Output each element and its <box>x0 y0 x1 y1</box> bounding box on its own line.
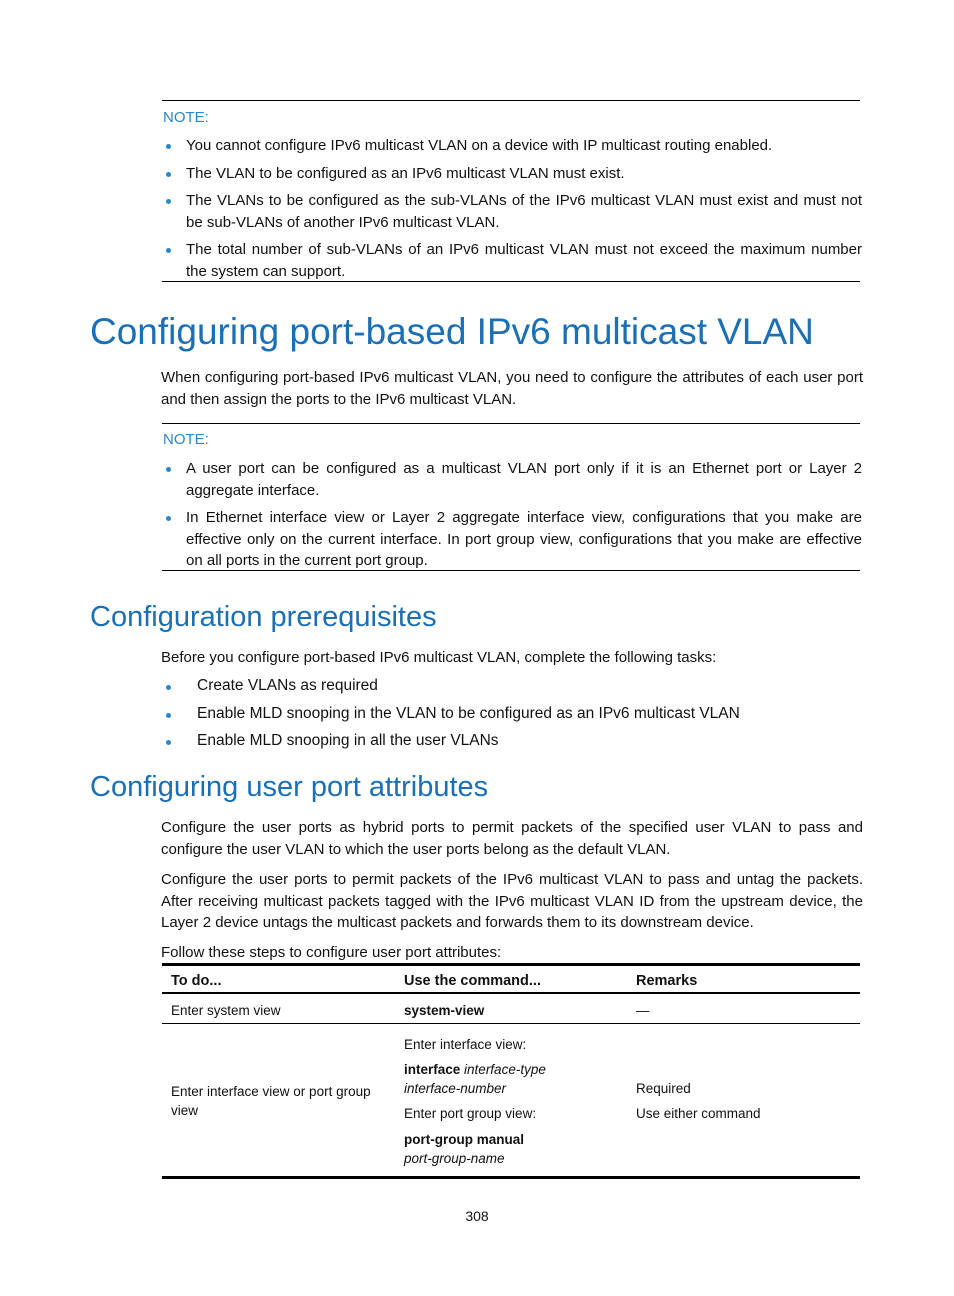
column-header: Remarks <box>636 973 698 989</box>
column-header: Use the command... <box>404 973 541 989</box>
command-cell: system-view <box>404 1003 485 1018</box>
list-item <box>162 507 862 572</box>
bullet-icon <box>166 199 171 204</box>
table-bottom-rule <box>162 1176 860 1179</box>
list-item-text: The VLAN to be configured as an IPv6 multicast VLAN must exist. <box>186 164 625 182</box>
section-intro: When configuring port-based IPv6 multicast VLAN, you need to configure the attributes of each user port and then assign the ports to the IPv6 multicast VLAN. <box>161 369 863 408</box>
note-bottom-rule <box>162 281 860 282</box>
note-label: NOTE: <box>163 431 209 448</box>
list-item-text: Enable MLD snooping in all the user VLANs <box>197 732 499 749</box>
paragraph: Configure the user ports to permit packets of the IPv6 multicast VLAN to pass and untag the packets. After receiving multicast packets tagged with the IPv6 multicast VLAN ID from the upstream device, the Layer 2 device untags the multicast packets and forwards them to its downstream device. <box>161 871 863 931</box>
table-top-rule <box>162 963 860 966</box>
list-item-text: You cannot configure IPv6 multicast VLAN on a device with IP multicast routing enabled. <box>186 137 773 154</box>
bullet-icon <box>166 685 171 690</box>
command-argument: port-group-name <box>404 1151 505 1166</box>
bullet-icon <box>166 248 171 253</box>
section-title: Configuration prerequisites <box>90 601 437 633</box>
list-item <box>162 731 740 759</box>
note-list <box>162 458 862 578</box>
remarks-cell: — <box>636 1003 650 1018</box>
note-label: NOTE: <box>163 109 209 126</box>
list-item-text: Enable MLD snooping in the VLAN to be configured as an IPv6 multicast VLAN <box>197 704 740 722</box>
paragraph: Configure the user ports as hybrid ports to permit packets of the specified user VLAN to pass and configure the user VLAN to which the user ports belong as the default VLAN. <box>161 819 863 858</box>
command-syntax <box>404 1060 546 1079</box>
list-item <box>162 190 862 233</box>
command-keyword: port-group manual <box>404 1132 524 1147</box>
page-number: 308 <box>465 1208 489 1224</box>
command-argument: interface-number <box>404 1081 507 1096</box>
section-intro: Before you configure port-based IPv6 multicast VLAN, complete the following tasks: <box>161 649 717 666</box>
note-top-rule <box>162 100 860 101</box>
note-bottom-rule <box>162 570 860 571</box>
section-title: Configuring user port attributes <box>90 771 489 803</box>
list-item <box>162 163 862 185</box>
header-rule <box>162 992 860 994</box>
list-item <box>162 704 740 732</box>
section-title: Configuring port-based IPv6 multicast VLAN <box>90 311 814 352</box>
list-item-text: In Ethernet interface view or Layer 2 aggregate interface view, configurations that you make are effective only on the current interface. In port group view, configurations that you make are effective on all ports in the current port group. <box>186 509 862 569</box>
bullet-icon <box>166 144 171 149</box>
list-item-text: The total number of sub-VLANs of an IPv6 multicast VLAN must not exceed the maximum number the system can support. <box>186 241 862 280</box>
list-item-text: Create VLANs as required <box>197 677 378 694</box>
todo-cell: Enter system view <box>171 1003 281 1018</box>
note-top-rule <box>162 423 860 424</box>
list-item <box>162 458 862 501</box>
list-item <box>162 676 740 704</box>
bullet-icon <box>166 172 171 177</box>
command-label: Enter port group view: <box>404 1106 537 1121</box>
row-rule <box>162 1023 860 1024</box>
list-item-text: A user port can be configured as a multicast VLAN port only if it is an Ethernet port or Layer 2 aggregate interface. <box>186 460 862 499</box>
remarks-cell: Required <box>636 1081 691 1096</box>
column-header: To do... <box>171 973 222 989</box>
remarks-cell: Use either command <box>636 1106 761 1121</box>
note-list <box>162 135 862 288</box>
bullet-icon <box>166 516 171 521</box>
task-list <box>162 676 740 759</box>
list-item <box>162 135 862 157</box>
bullet-icon <box>166 740 171 745</box>
list-item-text: The VLANs to be configured as the sub-VLANs of the IPv6 multicast VLAN must exist and must not be sub-VLANs of another IPv6 multicast VLAN. <box>186 192 862 231</box>
command-label: Enter interface view: <box>404 1037 527 1052</box>
table-intro: Follow these steps to configure user port attributes: <box>161 944 502 961</box>
command-keyword: interface <box>404 1062 461 1077</box>
list-item <box>162 239 862 282</box>
bullet-icon <box>166 713 171 718</box>
bullet-icon <box>166 467 171 472</box>
todo-cell: Enter interface view or port group view <box>171 1084 371 1118</box>
command-argument: interface-type <box>464 1062 546 1077</box>
